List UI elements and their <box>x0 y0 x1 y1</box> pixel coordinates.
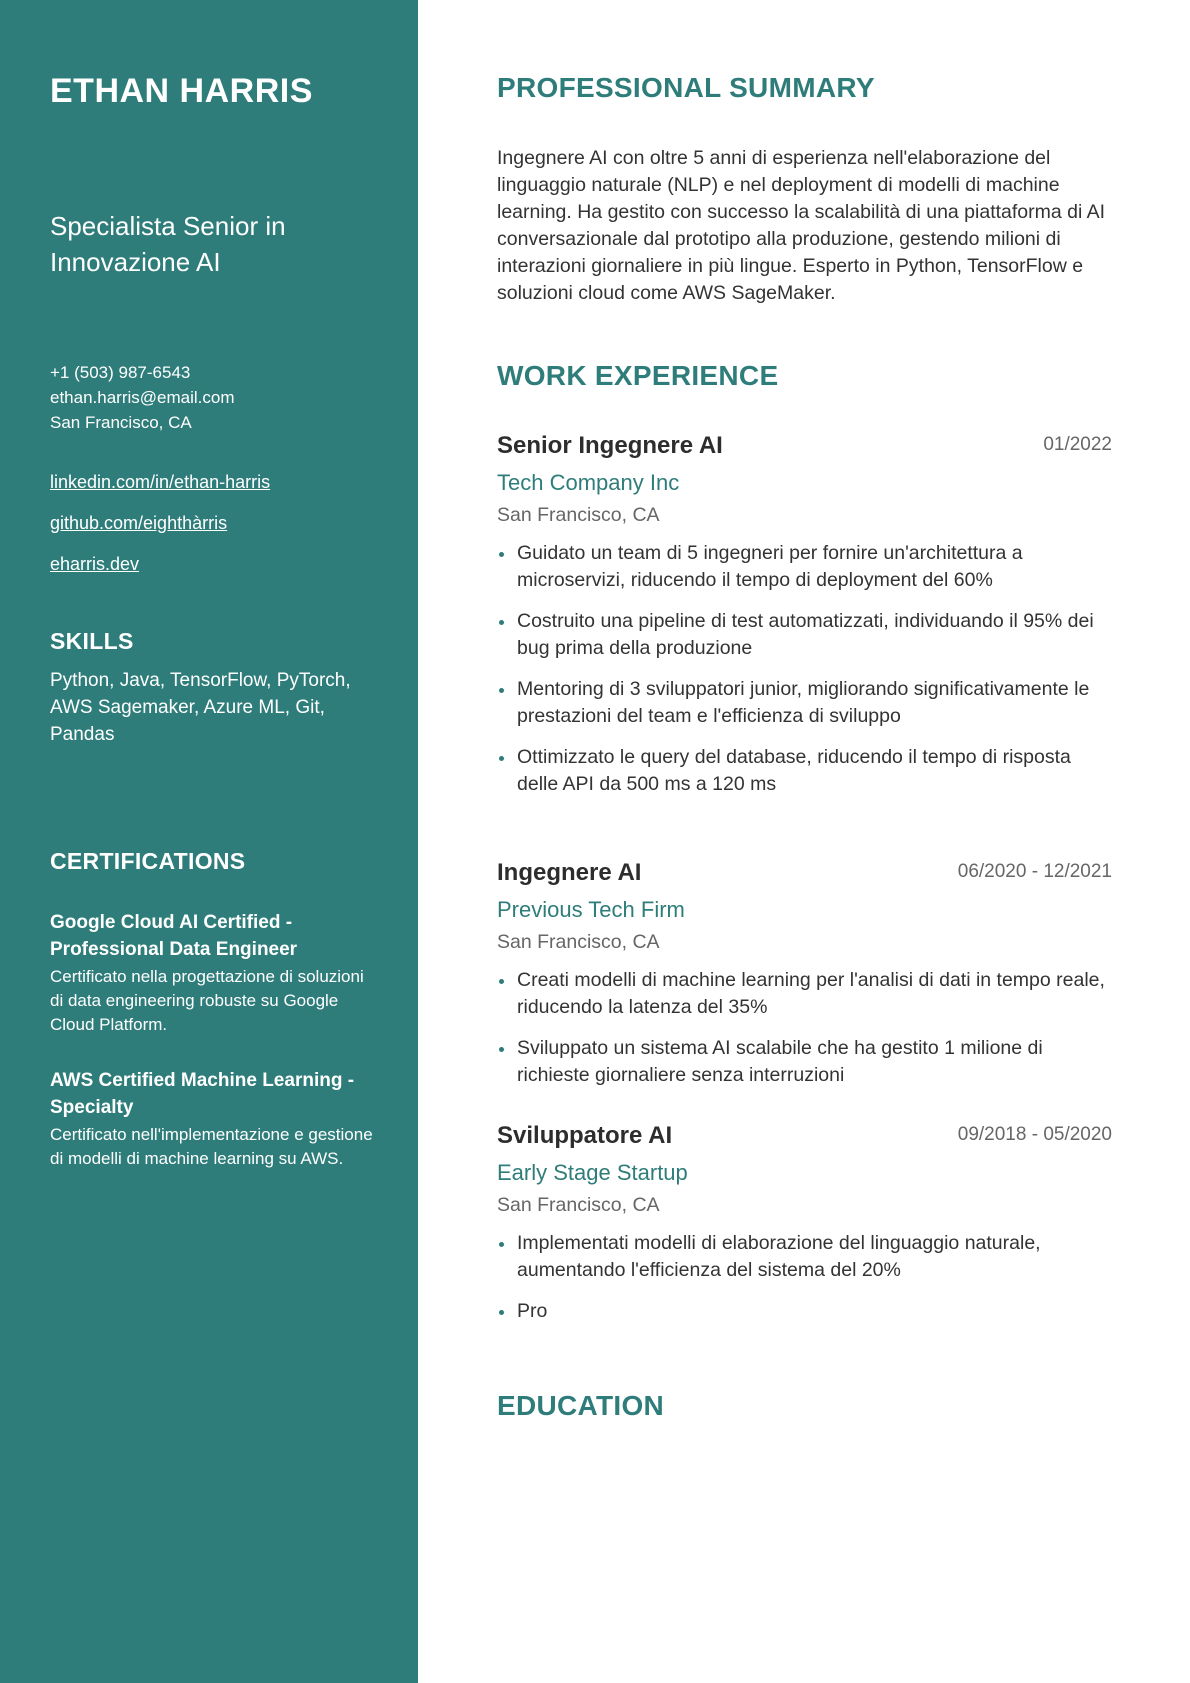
bullet-item: Creati modelli di machine learning per l'analisi di dati in tempo reale, riducendo la latenza del 35% <box>497 967 1112 1021</box>
experience-heading: WORK EXPERIENCE <box>497 360 779 391</box>
education-heading: EDUCATION <box>497 1390 665 1421</box>
summary-text: Ingegnere AI con oltre 5 anni di esperienza nell'elaborazione del linguaggio naturale (NLP) e nel deployment di modelli di machine learning. Ha gestito con successo la scalabilità di una piattaforma di AI conversazionale dal prototipo alla produzione, gestendo milioni di interazioni giornaliere in più lingue. Esperto in Python, TensorFlow e soluzioni cloud come AWS SageMaker. <box>497 147 1106 304</box>
candidate-title: Specialista Senior in Innovazione AI <box>50 211 286 277</box>
company-name: Previous Tech Firm <box>497 897 685 922</box>
job-location: San Francisco, CA <box>497 504 660 526</box>
bullet-item: Costruito una pipeline di test automatizzati, individuando il 95% dei bug prima della produzione <box>497 608 1112 662</box>
candidate-name: ETHAN HARRIS <box>50 72 313 110</box>
job-location: San Francisco, CA <box>497 1194 660 1216</box>
bullet-item: Ottimizzato le query del database, riducendo il tempo di risposta delle API da 500 ms a 120 ms <box>497 744 1112 798</box>
job-title: Sviluppatore AI <box>497 1122 673 1149</box>
company-name: Early Stage Startup <box>497 1160 688 1185</box>
bullet-item: Mentoring di 3 sviluppatori junior, migliorando significativamente le prestazioni del team e l'efficienza di sviluppo <box>497 676 1112 730</box>
contact-info <box>50 360 235 435</box>
location: San Francisco, CA <box>50 413 192 432</box>
job-date: 01/2022 <box>1043 434 1112 455</box>
job-date: 06/2020 - 12/2021 <box>957 861 1112 882</box>
email: ethan.harris@email.com <box>50 388 235 407</box>
bullet-item: Guidato un team di 5 ingegneri per fornire un'architettura a microservizi, riducendo il tempo di deployment del 60% <box>497 540 1112 594</box>
company-name: Tech Company Inc <box>497 470 680 495</box>
bullet-item: Implementati modelli di elaborazione del linguaggio naturale, aumentando l'efficienza del sistema del 20% <box>497 1230 1112 1284</box>
certification-item <box>50 1067 375 1171</box>
skills-heading: SKILLS <box>50 628 134 654</box>
skills-section <box>50 628 370 748</box>
summary-heading: PROFESSIONAL SUMMARY <box>497 72 875 103</box>
certification-item <box>50 909 375 1037</box>
job-title: Ingegnere AI <box>497 859 642 886</box>
job-entry <box>497 432 1112 812</box>
job-entry <box>497 859 1112 1103</box>
linkedin-link[interactable]: linkedin.com/in/ethan-harris <box>50 472 271 492</box>
website-link[interactable]: eharris.dev <box>50 554 140 574</box>
job-bullets <box>497 540 1112 798</box>
certification-title: AWS Certified Machine Learning - Specialty <box>50 1070 355 1118</box>
github-link[interactable]: github.com/eighthàrris <box>50 513 228 533</box>
sidebar <box>0 0 418 1683</box>
job-bullets <box>497 967 1112 1089</box>
job-location: San Francisco, CA <box>497 931 660 953</box>
certification-description: Certificato nella progettazione di soluzioni di data engineering robuste su Google Cloud Platform. <box>50 967 364 1034</box>
certification-title: Google Cloud AI Certified - Professional Data Engineer <box>50 912 298 960</box>
certifications-heading: CERTIFICATIONS <box>50 848 246 874</box>
certification-description: Certificato nell'implementazione e gestione di modelli di machine learning su AWS. <box>50 1125 373 1168</box>
job-entry <box>497 1122 1112 1339</box>
phone: +1 (503) 987-6543 <box>50 363 191 382</box>
job-title: Senior Ingegnere AI <box>497 432 723 459</box>
bullet-item: Sviluppato un sistema AI scalabile che ha gestito 1 milione di richieste giornaliere senza interruzioni <box>497 1035 1112 1089</box>
certifications-section <box>50 848 375 1171</box>
profile-links <box>50 470 270 593</box>
skills-list: Python, Java, TensorFlow, PyTorch, AWS Sagemaker, Azure ML, Git, Pandas <box>50 670 351 745</box>
bullet-item: Pro <box>497 1298 1112 1325</box>
job-bullets <box>497 1230 1112 1325</box>
job-date: 09/2018 - 05/2020 <box>957 1124 1112 1145</box>
